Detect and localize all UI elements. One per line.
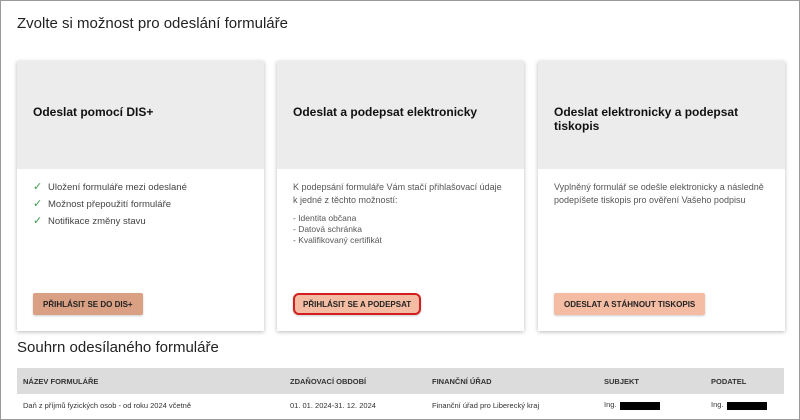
feature-list: [33, 181, 248, 228]
table-cell: Ing.: [598, 394, 705, 416]
table-cell: Daň z příjmů fyzických osob - od roku 2024 včetně: [23, 400, 191, 410]
card-title: Odeslat pomocí DIS+: [33, 105, 154, 119]
table-row: [17, 394, 784, 416]
check-icon: ✓: [33, 198, 43, 210]
list-item: - Kvalifikovaný certifikát: [293, 235, 382, 245]
list-item: ✓ Uložení formuláře mezi odeslané: [33, 181, 187, 193]
table-cell: 01. 01. 2024-31. 12. 2024: [290, 400, 376, 410]
card-header: [277, 61, 524, 169]
page-title: Zvolte si možnost pro odeslání formuláře: [17, 15, 288, 32]
table-cell: Finanční úřad pro Liberecký kraj: [432, 400, 540, 410]
card-description: Vyplněný formulář se odešle elektronicky a následně podepíšete tiskopis pro ověření Vašeho podpisu: [554, 182, 764, 205]
redaction-bar: [727, 402, 767, 410]
summary-table: [17, 368, 784, 416]
card-header: [538, 61, 785, 169]
login-sign-button[interactable]: PŘIHLÁSIT SE A PODEPSAT: [293, 293, 421, 315]
login-dis-button[interactable]: PŘIHLÁSIT SE DO DIS+: [33, 293, 143, 315]
check-icon: ✓: [33, 215, 43, 227]
card-title: Odeslat a podepsat elektronicky: [293, 105, 478, 119]
card-dis: [17, 61, 264, 331]
card-sign-electronic: [277, 61, 524, 331]
card-body: [17, 169, 264, 228]
card-body: [277, 169, 524, 246]
check-icon: ✓: [33, 181, 43, 193]
table-header-row: [17, 368, 784, 394]
card-description: K podepsání formuláře Vám stačí přihlašovací údaje k jedné z těchto možností:: [293, 182, 502, 205]
send-download-button[interactable]: ODESLAT A STÁHNOUT TISKOPIS: [554, 293, 705, 315]
redaction-bar: [620, 402, 660, 410]
list-item: - Datová schránka: [293, 224, 362, 234]
column-header: FINANČNÍ ÚŘAD: [432, 376, 492, 386]
list-item: - Identita občana: [293, 213, 357, 223]
column-header: ZDAŇOVACÍ OBDOBÍ: [290, 376, 367, 386]
option-list: [293, 213, 508, 246]
column-header: NÁZEV FORMULÁŘE: [23, 376, 99, 386]
column-header: PODATEL: [711, 376, 747, 386]
table-cell: Ing.: [705, 394, 784, 416]
card-body: [538, 169, 785, 207]
list-item: ✓ Notifikace změny stavu: [33, 215, 146, 227]
list-item: ✓ Možnost přepoužití formuláře: [33, 198, 172, 210]
summary-title: Souhrn odesílaného formuláře: [17, 339, 219, 356]
card-sign-print: [538, 61, 785, 331]
column-header: SUBJEKT: [604, 376, 640, 386]
card-title: Odeslat elektronicky a podepsat tiskopis: [554, 105, 739, 133]
card-header: [17, 61, 264, 169]
